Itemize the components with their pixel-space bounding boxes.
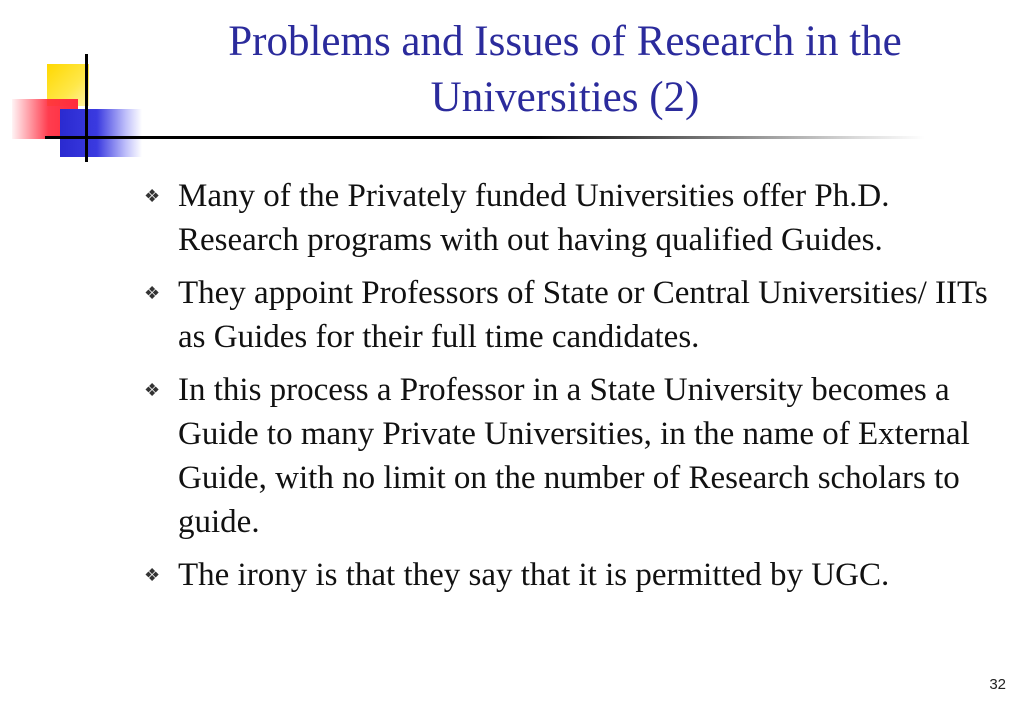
bullet-text: In this process a Professor in a State University becomes a Guide to many Private Universities, in the name of External Guide, with no limit on the number of Research scholars to guide.	[178, 372, 970, 540]
title-underline	[45, 136, 925, 139]
diamond-bullet-icon: ❖	[144, 283, 161, 303]
bullet-list	[140, 174, 990, 606]
bullet-item	[140, 553, 990, 597]
diamond-bullet-icon: ❖	[144, 565, 161, 585]
bullet-item	[140, 271, 990, 359]
diamond-bullet-icon: ❖	[144, 186, 161, 206]
logo-vertical-line	[85, 54, 88, 162]
bullet-text: The irony is that they say that it is permitted by UGC.	[178, 557, 890, 593]
page-number: 32	[989, 676, 1006, 693]
diamond-bullet-icon: ❖	[144, 380, 161, 400]
logo-blue-square	[60, 109, 142, 157]
bullet-item	[140, 368, 990, 544]
bullet-item	[140, 174, 990, 262]
slide-title: Problems and Issues of Research in the Universities (2)	[228, 18, 902, 121]
bullet-text: They appoint Professors of State or Central Universities/ IITs as Guides for their full time candidates.	[178, 275, 988, 355]
bullet-text: Many of the Privately funded Universities offer Ph.D. Research programs with out having qualified Guides.	[178, 178, 890, 258]
